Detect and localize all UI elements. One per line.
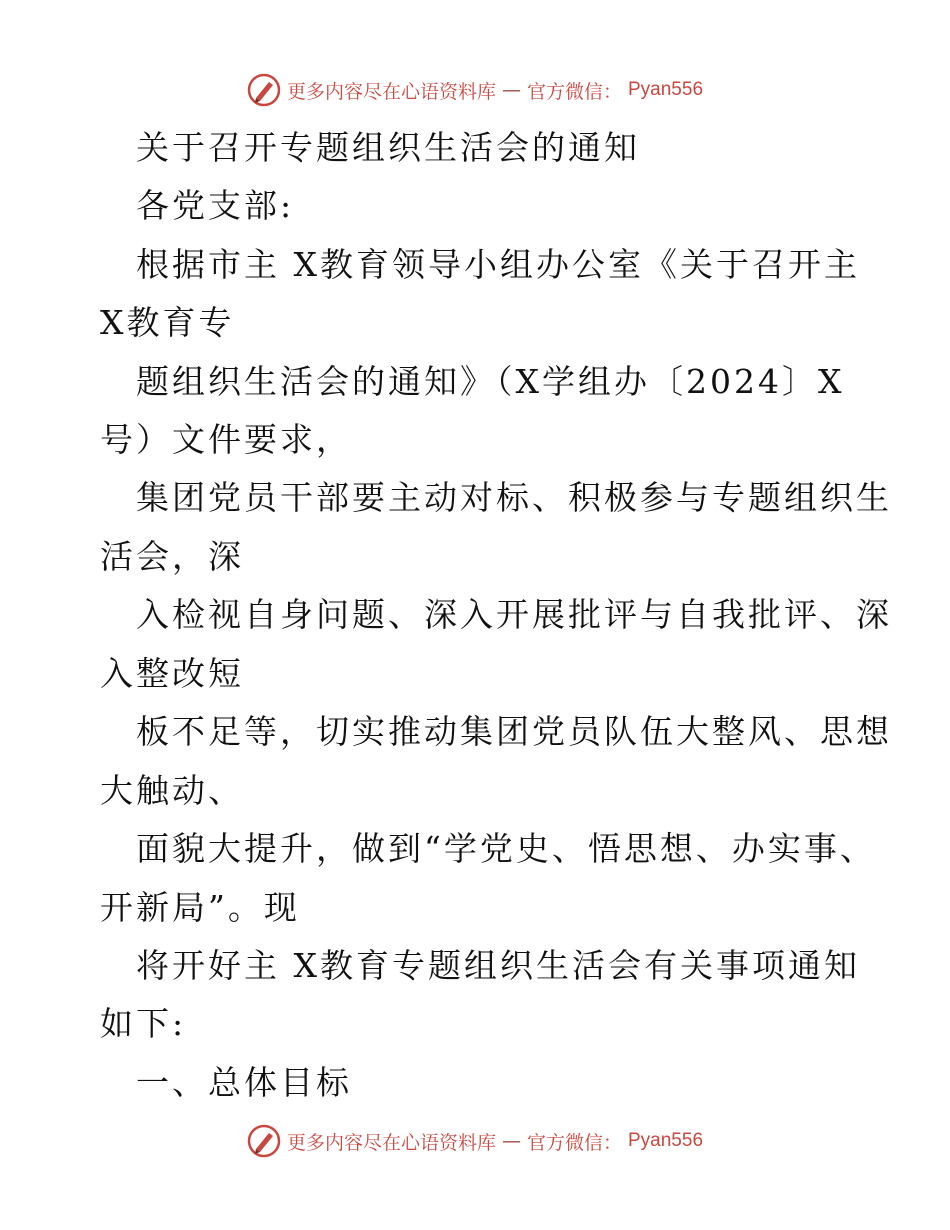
paragraph-line: 集团党员干部要主动对标、积极参与专题组织生: [136, 478, 892, 517]
watermark-label: 官方微信：: [526, 80, 622, 103]
paragraph-line: 号）文件要求，: [100, 420, 352, 459]
paragraph-line: 板不足等，切实推动集团党员队伍大整风、思想: [136, 712, 892, 751]
paragraph-line: 根据市主 X教育领导小组办公室《关于召开主: [136, 245, 860, 284]
watermark-separator: —: [501, 79, 521, 101]
paragraph-line: 面貌大提升，做到“学党史、悟思想、办实事、: [136, 829, 876, 868]
paragraph-line: 活会，深: [100, 537, 244, 576]
document-title: 关于召开专题组织生活会的通知: [136, 128, 640, 167]
paragraph-line: X教育专: [100, 303, 235, 342]
pen-logo-icon: [247, 1124, 281, 1158]
paragraph-line: 入检视自身问题、深入开展批评与自我批评、深: [136, 595, 892, 634]
paragraph-line: 入整改短: [100, 654, 244, 693]
footer-watermark: [0, 1121, 950, 1161]
document-salutation: 各党支部:: [136, 186, 295, 225]
watermark-text: 更多内容尽在心语资料库: [286, 80, 496, 103]
watermark-id: Pyan556: [628, 79, 704, 100]
watermark-separator: —: [501, 1130, 521, 1152]
paragraph-line: 大触动、: [100, 771, 244, 810]
paragraph-line: 如下:: [100, 1004, 187, 1043]
section-heading: 一、总体目标: [136, 1063, 352, 1102]
watermark-id: Pyan556: [628, 1130, 704, 1151]
watermark-text: 更多内容尽在心语资料库: [286, 1131, 496, 1154]
paragraph-line: 题组织生活会的通知》（X学组办〔2024〕X: [136, 362, 845, 401]
watermark-label: 官方微信：: [526, 1131, 622, 1154]
paragraph-line: 将开好主 X教育专题组织生活会有关事项通知: [136, 946, 860, 985]
paragraph-line: 开新局”。现: [100, 888, 300, 927]
